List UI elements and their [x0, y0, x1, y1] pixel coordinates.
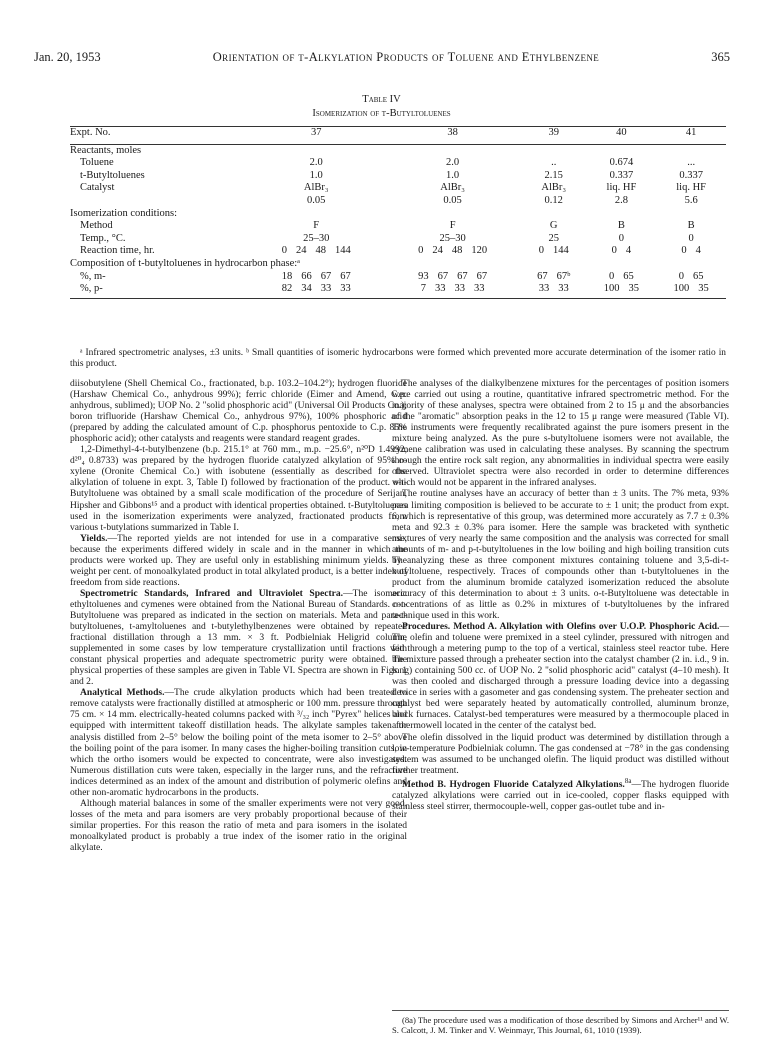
- sub-values: [521, 283, 587, 296]
- section-text: —The hydrogen fluoride catalyzed alkylations were carried out in ice-cooled, copper flasks equipped with stainless steel stirrer, thermocouple-well, copper gas-outlet tube and in-: [392, 778, 729, 812]
- cell: 39: [548, 127, 559, 138]
- sub-values: [521, 271, 587, 284]
- table-row: [70, 157, 726, 170]
- cell: F: [313, 220, 320, 232]
- rule-bottom: [70, 296, 726, 299]
- paragraph: [392, 776, 729, 812]
- sub-values: [656, 245, 726, 258]
- row-label: %, m-: [80, 270, 106, 282]
- row-label: [70, 195, 248, 208]
- table-subheading: [70, 144, 726, 157]
- table-row: [70, 271, 726, 284]
- cell: ...: [687, 157, 696, 169]
- cell: AlBr₃: [440, 182, 465, 194]
- sub-value: 35: [628, 283, 640, 295]
- table-number: Table IV: [362, 94, 401, 105]
- sub-value: 67: [340, 270, 351, 282]
- sub-values: [656, 271, 726, 284]
- subheading: Isomerization conditions:: [70, 207, 178, 219]
- sub-value: 33: [434, 283, 446, 295]
- cell: 25: [548, 232, 559, 244]
- sub-value: 65: [623, 270, 634, 282]
- paragraph: The olefin dissolved in the liquid product was determined by distillation through a low-temperature Podbielniak column. The gas condensed at −78° in the gas condensing system was assumed to be unchanged olefin. The liquid product was distilled without further treatment.: [392, 731, 729, 776]
- cell: 40: [616, 127, 627, 138]
- sub-values: [248, 271, 384, 284]
- cell: 0.05: [443, 194, 462, 206]
- rule: [70, 296, 726, 299]
- row-label: Method: [80, 220, 113, 232]
- sub-value: 48: [451, 245, 463, 257]
- cell: [521, 245, 587, 258]
- section-text: —The reported yields are not intended for use in a comparative sense, because the experiments differed widely in scale and in the manner in which the products were worked up. They are useful only in establishing minimum yields. The weight per cent. of monoalkylated product in total alkylated product, is a better index of freedom from side reactions.: [70, 532, 407, 588]
- sub-value: 33: [454, 283, 465, 295]
- sub-values: [384, 245, 520, 258]
- sub-value: 24: [295, 245, 307, 257]
- sub-values: [587, 283, 657, 296]
- cell: ..: [551, 157, 557, 169]
- paragraph: The routine analyses have an accuracy of better than ± 3 units. The 7% meta, 93% para limiting composition is believed to be accurate to ± 1 unit; the product from expt. 6, which is representative of this group, was determined more accurately as 7.7 ± 0.3% meta and 92.3 ± 0.3% para isomer. Here the sample was bracketed with synthetic mixtures of very nearly the same composition and the analysis was corrected for small amounts of m- and p-t-butyltoluenes in the low boiling and high boiling transition cuts by analyzing these as three component mixtures containing toluene and 3,5-di-t-butyltoluene, respectively. Traces of compounds other than t-butyltoluenes in the product from the aluminum bromide catalyzed isomerization reduced the absolute accuracy of this determination to about ± 3 units. o-t-Butyltoluene was detectable in concentrations of as little as 0.2% in mixtures of t-butyltoluenes by the infrared technique used in this work.: [392, 488, 729, 621]
- cell: [587, 271, 657, 284]
- section-heading: Spectrometric Standards, Infrared and Ultraviolet Spectra.: [80, 587, 344, 599]
- cell: 0: [618, 232, 625, 244]
- cell: [248, 245, 384, 258]
- sub-value: 4: [625, 245, 632, 257]
- subheading: Composition of t-butyltoluenes in hydrocarbon phase:ᵃ: [70, 257, 301, 269]
- row-label: t-Butyltoluenes: [80, 169, 145, 181]
- cell: 2.0: [446, 157, 460, 169]
- paragraph: 1,2-Dimethyl-4-t-butylbenzene (b.p. 215.1° at 760 mm., m.p. −25.6°, n²⁰D 1.4992, d²⁰₄ 0.8733) was prepared by the hydrogen fluoride catalyzed alkylation of 95% o-xylene (Oronite Chemical Co.) with isobutene (essentially as described for the alkylation of toluene in expt. 3, Table I) followed by fractionation of the product. o-t-Butyltoluene was obtained by a small scale modification of the procedure of Serijan, Hipsher and Gibbons¹⁵ and a product with identical properties obtained. t-Butyltoluenes used in the isomerization experiments were analyzed, fractionated products from various t-butylations summarized in Table I.: [70, 444, 407, 533]
- paragraph: [70, 588, 407, 687]
- cell: 1.0: [446, 169, 460, 181]
- table-subheading: [70, 208, 726, 221]
- sub-values: [587, 245, 657, 258]
- header-row: [70, 127, 726, 142]
- sub-value: 33: [558, 283, 569, 295]
- isomerization-table: [70, 124, 726, 299]
- sub-value: 66: [301, 270, 312, 282]
- row-label: Toluene: [80, 157, 114, 169]
- paragraph: [70, 687, 407, 797]
- row-label: Catalyst: [80, 182, 115, 194]
- paragraph: [70, 533, 407, 588]
- sub-value: 0: [281, 245, 287, 257]
- sub-value: 33: [340, 283, 351, 295]
- sub-values: [521, 245, 587, 258]
- sub-value: 67: [320, 270, 332, 282]
- cell: [521, 283, 587, 296]
- sub-value: 24: [432, 245, 443, 257]
- cell: 38: [447, 127, 458, 138]
- sub-value: 33: [538, 283, 550, 295]
- cell: 0.337: [679, 169, 703, 181]
- left-column: [70, 378, 407, 853]
- cell: 0.674: [609, 157, 634, 169]
- sub-value: 120: [471, 245, 488, 257]
- cell: G: [549, 220, 558, 232]
- cell: [656, 283, 726, 296]
- subheading: Reactants, moles: [70, 144, 142, 156]
- cell: B: [617, 220, 625, 232]
- footnote-text: (8a) The procedure used was a modification of those described by Simons and Archer¹¹ and W. S. Calcott, J. M. Tinker and V. Weinmayr, This Journal, 61, 1010 (1939).: [392, 1015, 729, 1036]
- section-heading: Analytical Methods.: [80, 687, 165, 699]
- cell: [521, 271, 587, 284]
- sub-value: 7: [420, 283, 426, 295]
- sub-value: 48: [315, 245, 326, 257]
- section-text: —The olefin and toluene were premixed in a steel cylinder, pressured with nitrogen and fed through a metering pump to the top of a vertical, stainless steel reactor tube. Here the mixture passed through a preheater section into the catalyst chamber (2 in. i.d., 9 in. long) containing 500 cc. of UOP No. 2 "solid phosphoric acid" catalyst (4–10 mesh). It was then cooled and discharged through a pressure loading device into a degassing device in series with a gasometer and gas condensing system. The preheater section and catalyst bed were separately heated by automatically controlled, aluminum bronze, block furnaces. Catalyst-bed temperatures were measured by a thermocouple placed in a thermowell located in the center of the catalyst bed.: [392, 621, 729, 732]
- running-header: [34, 50, 730, 65]
- cell: [656, 271, 726, 284]
- cell: 25–30: [303, 232, 330, 244]
- sub-value: 0: [611, 245, 617, 257]
- cell: [656, 245, 726, 258]
- cell: liq. HF: [606, 182, 637, 194]
- section-heading: Method B. Hydrogen Fluoride Catalyzed Alkylations.: [402, 778, 625, 790]
- cell: 0.337: [609, 169, 634, 181]
- sub-value: 67: [457, 270, 468, 282]
- cell: 37: [310, 127, 322, 138]
- cell: 25–30: [439, 232, 466, 244]
- cell: [384, 245, 520, 258]
- sub-values: [656, 283, 726, 296]
- sub-value: 67: [437, 270, 449, 282]
- page-number: 365: [711, 50, 730, 64]
- cell: 5.6: [684, 194, 698, 206]
- table-caption: Isomerization of t-Butyltoluenes: [312, 108, 451, 119]
- table-row: [70, 170, 726, 183]
- sub-value: 33: [473, 283, 485, 295]
- table-row: [70, 195, 726, 208]
- paragraph: Although material balances in some of the smaller experiments were not very good, losses of the meta and para isomers are very probably proportional because of their similar properties. For this reason the ratio of meta and para isomers in the isolated monoalkylated product is probably a true index of the isomer ratio in the original alkylate.: [70, 797, 407, 853]
- paragraph: diisobutylene (Shell Chemical Co., fractionated, b.p. 103.2–104.2°); hydrogen fluoride (Harshaw Chemical Co., anhydrous 99%); ferric chloride (Eimer and Amend, C.p. anhydrous, sublimed); UOP No. 2 "solid phosphoric acid" (Universal Oil Products Co.); boron trifluoride (Harshaw Chemical Co., anhydrous 97%), 100% phosphoric acid (prepared by adding the calculated amount of C.p. phosphorus pentoxide to C.p. 85% phosphoric acid); other catalysts and reagents were standard reagent grades.: [70, 378, 407, 445]
- header-date: Jan. 20, 1953: [34, 50, 101, 64]
- cell: 2.0: [309, 157, 323, 169]
- cell: [248, 283, 384, 296]
- header-title: Orientation of t-Alkylation Products of Toluene and Ethylbenzene: [212, 50, 600, 64]
- cell: 0.05: [307, 194, 326, 206]
- cell: 1.0: [309, 169, 323, 181]
- section-heading: Procedures. Method A. Alkylation with Olefins over U.O.P. Phosphoric Acid.: [402, 621, 720, 633]
- cell: 0.12: [544, 194, 563, 206]
- cell: 2.15: [544, 169, 563, 181]
- table-subheading: [70, 258, 726, 271]
- row-label: Reaction time, hr.: [80, 245, 155, 257]
- cell: AlBr₃: [303, 182, 329, 194]
- sub-value: 100: [603, 283, 620, 295]
- section-heading: Yields.: [80, 532, 108, 544]
- table-row: [70, 245, 726, 258]
- table-row: [70, 220, 726, 233]
- sub-value: 34: [301, 283, 312, 295]
- sub-values: [248, 245, 384, 258]
- section-text: —The crude alkylation products which had been treated to remove catalysts were fractionally distilled at atmospheric or 100 mm. pressure through 75 cm. × 14 mm. electrically-heated columns packed with ³/₃₂ inch "Pyrex" helices and equipped with intermittent takeoff distillation heads. The alkylate samples taken for analysis distilled from 2–5° below the boiling point of the meta isomer to 2–5° above the boiling point of the para isomer. In many cases the higher-boiling transition cuts, in which the ortho isomers would be expected to concentrate, were also investigated. Numerous distillation cuts were taken, especially in the larger runs, and the refractive indices determined as an index of the amount and distribution of polymeric olefins and other non-aromatic hydrocarbons in the products.: [70, 687, 407, 798]
- sub-value: 65: [693, 270, 704, 282]
- sub-values: [384, 283, 520, 296]
- cell: 41: [685, 127, 697, 138]
- table-row: [70, 233, 726, 246]
- cell: 2.8: [614, 194, 628, 206]
- sub-value: 67ᵇ: [556, 270, 571, 282]
- cell: 0: [688, 232, 694, 244]
- sub-values: [384, 271, 520, 284]
- sub-value: 67: [537, 270, 548, 282]
- footnote-ref: 8a: [624, 776, 632, 785]
- sub-value: 144: [552, 245, 569, 257]
- sub-value: 0: [609, 270, 615, 282]
- cell: AlBr₃: [541, 182, 567, 194]
- sub-value: 100: [673, 283, 690, 295]
- table-row: [70, 182, 726, 195]
- sub-value: 4: [695, 245, 701, 257]
- table-row: [70, 283, 726, 296]
- sub-value: 0: [538, 245, 544, 257]
- cell: [587, 283, 657, 296]
- cell: liq. HF: [676, 182, 707, 194]
- sub-value: 0: [418, 245, 424, 257]
- sub-value: 33: [320, 283, 332, 295]
- sub-value: 144: [334, 245, 351, 257]
- right-column: [392, 378, 729, 812]
- table-footnote: ᵃ Infrared spectrometric analyses, ±3 units. ᵇ Small quantities of isomeric hydrocarbons were formed which prevented more accurate determination of the isomer ratio in this product.: [70, 348, 726, 369]
- cell: [587, 245, 657, 258]
- row-label: Temp., °C.: [80, 232, 126, 244]
- cell: B: [687, 220, 695, 232]
- sub-value: 82: [281, 283, 293, 295]
- paragraph: [392, 621, 729, 731]
- sub-value: 0: [681, 245, 687, 257]
- row-label: Expt. No.: [70, 127, 111, 138]
- section-text: —The isomeric ethyltoluenes and cymenes were obtained from the National Bureau of Standards. o-t-Butyltoluene was prepared as indicated in the section on materials. Meta and para-t-butyltoluenes, t-amyltoluenes and t-butylethylbenzenes were obtained by repeated fractional distillation through a 13 mm. × 3 ft. Podbielniak Heligrid column, supplemented in some cases by low temperature crystallization until fractions with constant physical properties and adequate spectrometric purity were obtained. The physical properties of these samples are given in Table VI. Spectra are shown in Figs. 1 and 2.: [70, 587, 407, 688]
- sub-values: [248, 283, 384, 296]
- cell: [384, 283, 520, 296]
- sub-value: 18: [281, 270, 293, 282]
- page-footnote: [392, 1010, 729, 1036]
- sub-value: 67: [476, 270, 488, 282]
- cell: [384, 271, 520, 284]
- row-label: %, p-: [80, 283, 103, 295]
- sub-value: 93: [418, 270, 429, 282]
- paragraph: The analyses of the dialkylbenzene mixtures for the percentages of position isomers were carried out using a routine, quantitative infrared spectrometric method. For the majority of these analyses, spectra were obtained from 2 to 15 μ and the absorbancies of the "aromatic" absorption peaks in the 12 to 15 μ range were measured (Table VI). The instruments were frequently recalibrated against the pure isomers present in the mixture being analyzed. As the pure s-butyltoluene isomers were not available, the cymene calibration was used in calculating these analyses. By scanning the spectrum through the entire rock salt region, any abnormalities in individual spectra were easily observed. Ultraviolet spectra were also recorded in order to determine differences which would not be apparent in the infrared analyses.: [392, 378, 729, 489]
- sub-value: 0: [678, 270, 684, 282]
- sub-value: 35: [698, 283, 709, 295]
- sub-values: [587, 271, 657, 284]
- cell: F: [449, 220, 456, 232]
- cell: [248, 271, 384, 284]
